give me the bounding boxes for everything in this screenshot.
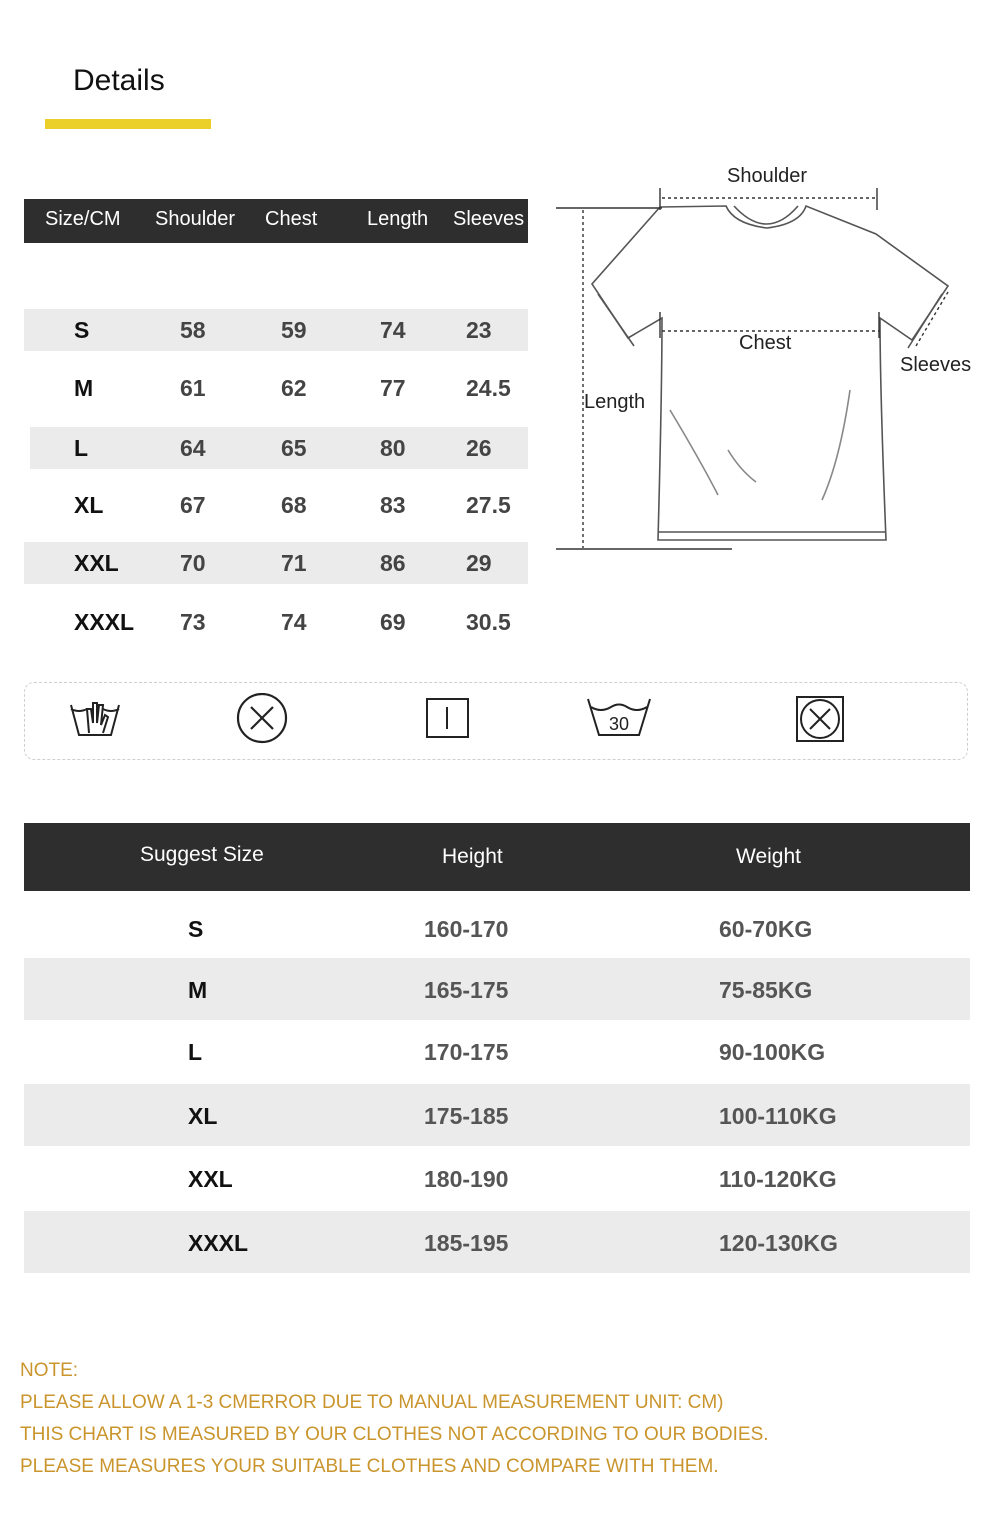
cell-shoulder: 64 [180,435,206,461]
note-line: PLEASE MEASURES YOUR SUITABLE CLOTHES AND COMPARE WITH THEM. [20,1456,719,1477]
page-title: Details [73,64,165,97]
cell-sleeves: 30.5 [466,609,511,635]
header-size: Size/CM [45,208,121,230]
cell-height: 170-175 [424,1039,509,1065]
cell-size: XXL [188,1166,233,1192]
cell-length: 74 [380,317,406,343]
cell-shoulder: 61 [180,375,206,401]
header-height: Height [442,845,503,868]
cell-length: 83 [380,492,406,518]
do-not-bleach-icon [235,693,289,747]
cell-shoulder: 67 [180,492,206,518]
table-row [24,484,528,526]
header-weight: Weight [736,845,801,868]
cell-size: L [188,1039,203,1065]
cell-weight: 75-85KG [719,977,813,1003]
size-chart-table [24,199,528,635]
cell-size: S [188,916,204,942]
cell-chest: 59 [281,317,307,343]
cell-chest: 68 [281,492,307,518]
cell-size: XXXL [74,609,135,635]
header-sleeves: Sleeves [453,208,525,230]
cell-sleeves: 26 [466,435,492,461]
table-row [24,1211,970,1273]
cell-sleeves: 27.5 [466,492,511,518]
table-row [24,897,970,959]
cell-height: 165-175 [424,977,509,1003]
wash-temperature-label: 30 [608,714,630,734]
cell-shoulder: 73 [180,609,206,635]
care-instructions-strip [24,682,968,760]
cell-chest: 62 [281,375,307,401]
cell-height: 160-170 [424,916,509,942]
suggest-size-header [24,823,970,891]
size-chart-header [24,199,528,243]
table-row [24,1147,970,1209]
cell-length: 80 [380,435,406,461]
suggest-size-table [24,823,970,1256]
cell-size: XXL [74,550,119,576]
line-dry-icon [425,693,471,739]
cell-sleeves: 24.5 [466,375,511,401]
cell-size: S [74,317,90,343]
table-row [24,1084,970,1146]
cell-height: 175-185 [424,1103,509,1129]
cell-shoulder: 70 [180,550,206,576]
cell-weight: 100-110KG [719,1103,837,1129]
header-chest: Chest [265,208,318,230]
cell-height: 180-190 [424,1166,509,1192]
measurement-notes [20,1355,769,1483]
length-label: Length [584,391,646,413]
cell-size: M [74,375,94,401]
cell-weight: 110-120KG [719,1166,837,1192]
title-underline [45,119,211,129]
table-row [24,367,528,409]
table-row [24,601,528,643]
note-line: PLEASE ALLOW A 1-3 CMERROR DUE TO MANUAL MEASUREMENT UNIT: CM) [20,1392,724,1413]
cell-weight: 120-130KG [719,1230,838,1256]
cell-chest: 71 [281,550,307,576]
cell-shoulder: 58 [180,317,206,343]
cell-weight: 60-70KG [719,916,813,942]
header-suggest-size: Suggest Size [140,843,264,866]
cell-size: XL [74,492,104,518]
cell-size: XL [188,1103,218,1129]
shoulder-label: Shoulder [727,165,808,187]
cell-size: L [74,435,89,461]
header-shoulder: Shoulder [155,208,236,230]
header-length: Length [367,208,429,230]
cell-chest: 74 [281,609,307,635]
table-row [24,1020,970,1082]
cell-size: XXXL [188,1230,249,1256]
cell-weight: 90-100KG [719,1039,826,1065]
table-row [24,958,970,1020]
cell-size: M [188,977,208,1003]
table-row [24,309,528,351]
chest-label: Chest [739,332,792,354]
cell-length: 86 [380,550,406,576]
tshirt-measurement-diagram [550,160,990,580]
cell-sleeves: 29 [466,550,492,576]
cell-length: 77 [380,375,406,401]
sleeves-label: Sleeves [900,354,972,376]
wash-30-icon [585,693,653,739]
table-row [24,542,528,584]
cell-sleeves: 23 [466,317,492,343]
cell-chest: 65 [281,435,307,461]
note-line: THIS CHART IS MEASURED BY OUR CLOTHES NOT ACCORDING TO OUR BODIES. [20,1424,769,1445]
table-row [30,427,528,469]
note-heading: NOTE: [20,1360,79,1381]
do-not-tumble-dry-icon [795,693,845,743]
cell-height: 185-195 [424,1230,509,1256]
cell-length: 69 [380,609,406,635]
hand-wash-icon [67,693,123,739]
